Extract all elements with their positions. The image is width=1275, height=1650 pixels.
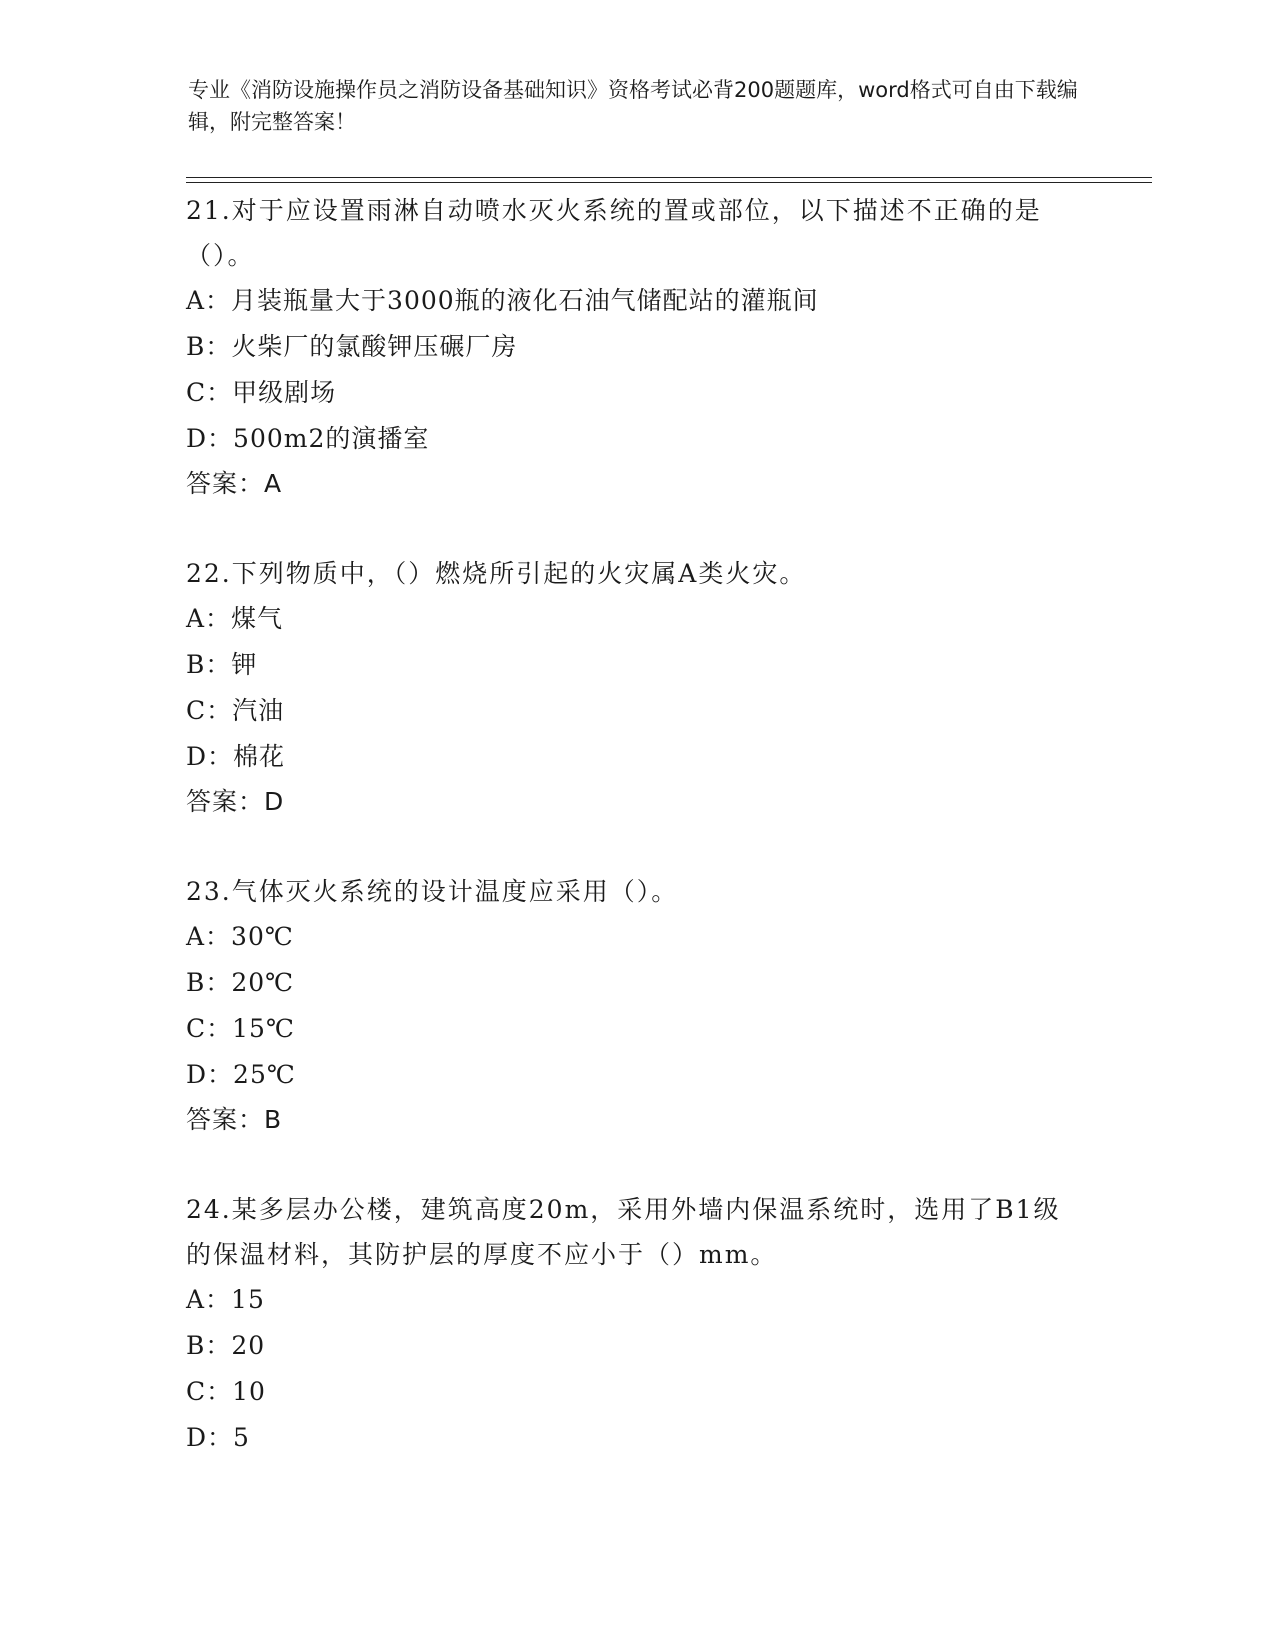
question-24 [186,1187,1086,1461]
option-b: B：火柴厂的氯酸钾压碾厂房 [186,332,518,361]
option-b: B：20 [186,1331,266,1360]
option-d: D：棉花 [186,742,286,771]
option-b: B：20℃ [186,968,295,997]
option-b: B：钾 [186,650,258,679]
option-c: C：15℃ [186,1014,295,1043]
question-list [186,188,1086,1506]
option-d: D：25℃ [186,1060,296,1089]
question-title: 22.下列物质中，（）燃烧所引起的火灾属A类火灾。 [186,559,807,588]
question-title: 21.对于应设置雨淋自动喷水灭火系统的置或部位，以下描述不正确的是（）。 [186,196,1042,270]
option-d: D：500m2的演播室 [186,424,430,453]
question-23 [186,869,1086,1142]
question-title: 24.某多层办公楼，建筑高度20m，采用外墙内保温系统时，选用了B1级的保温材料，其防护层的厚度不应小于（）mm。 [186,1195,1061,1269]
question-21 [186,188,1086,506]
answer-label: 答案：D [186,787,285,816]
option-c: C：10 [186,1377,266,1406]
option-c: C：甲级剧场 [186,378,337,407]
question-title: 23.气体灭火系统的设计温度应采用（）。 [186,877,679,906]
header-divider-top [186,177,1152,178]
option-c: C：汽油 [186,696,285,725]
answer-label: 答案：A [186,469,283,498]
header-divider-bottom [186,182,1152,183]
option-d: D：5 [186,1423,250,1452]
option-a: A：月装瓶量大于3000瓶的液化石油气储配站的灌瓶间 [186,286,819,315]
option-a: A：15 [186,1285,265,1314]
question-22 [186,551,1086,824]
answer-label: 答案：B [186,1105,283,1134]
option-a: A：30℃ [186,922,294,951]
document-header: 专业《消防设施操作员之消防设备基础知识》资格考试必背200题题库，word格式可自由下载编辑，附完整答案！ [188,78,1078,134]
option-a: A：煤气 [186,604,284,633]
